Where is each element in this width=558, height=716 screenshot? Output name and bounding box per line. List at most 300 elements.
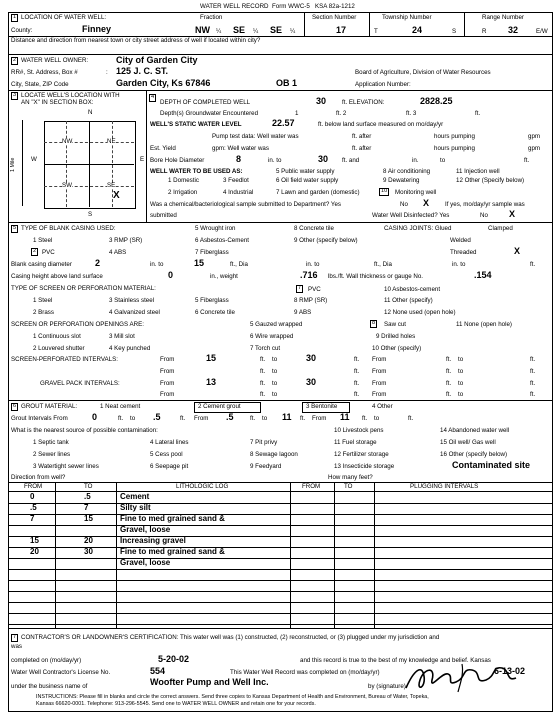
grout-other: 4 Other xyxy=(372,403,393,410)
pump-label: Pump test data: Well water was xyxy=(212,133,299,140)
certification-was: was xyxy=(11,643,23,650)
divider xyxy=(369,12,370,37)
perf-from-2: From xyxy=(372,356,387,363)
weight-value: .716 xyxy=(300,270,318,280)
bore-to: to xyxy=(440,157,446,164)
grout-2-to-value: 11 xyxy=(282,412,292,422)
section-label: Section Number xyxy=(312,14,357,21)
openings-label: SCREEN OR PERFORATION OPENINGS ARE: xyxy=(11,321,144,328)
section5-number: 5 xyxy=(13,225,17,231)
board-label: Board of Agriculture, Division of Water Resources xyxy=(355,69,491,76)
height-label: Casing height above land surface xyxy=(11,273,103,280)
form-number: Form WWC-5 xyxy=(271,3,310,10)
source-label: What is the nearest source of possible contamination: xyxy=(11,427,158,434)
grout-3-ft: ft. xyxy=(408,415,414,422)
range-r: R xyxy=(482,28,487,35)
gravel-to-1: to xyxy=(272,380,278,387)
gravel-from-value: 13 xyxy=(206,377,217,387)
instructions-line-2: Kansas 66620-0001. Telephone: 913-296-5545. Send one to WATER WELL OWNER and retain one for your records. xyxy=(36,701,316,707)
gauge-value: .154 xyxy=(474,270,492,280)
elevation-label: ft. ELEVATION: xyxy=(342,99,385,106)
well-location-mark: X xyxy=(113,190,120,201)
use-injection: 11 Injection well xyxy=(456,168,500,175)
use-lawn: 7 Lawn and garden (domestic) xyxy=(276,189,360,196)
yield-label: Est. Yield xyxy=(150,145,176,152)
perf-from-4: From xyxy=(372,368,387,375)
screen-asbestos: 10 Asbestos-cement xyxy=(384,286,441,293)
fraction-label: Fraction xyxy=(200,14,223,21)
gravel-from-1: From xyxy=(160,380,175,387)
grout-1-ft: ft. xyxy=(180,415,186,422)
completed-label: completed on (mo/day/yr) xyxy=(11,657,82,664)
county-value: Finney xyxy=(82,24,112,34)
address-value: 125 J. C. ST. xyxy=(116,66,169,76)
gravel-from-4: From xyxy=(372,391,387,398)
grout-neat: 1 Neat cement xyxy=(100,403,141,410)
source-other: 16 Other (specify below) xyxy=(440,451,508,458)
range-label: Range Number xyxy=(482,14,524,21)
grout-1-from: 0 xyxy=(92,412,98,422)
bore-ft: ft. xyxy=(524,157,530,164)
diameter-to-value: 15 xyxy=(194,258,205,268)
east-label: E xyxy=(140,156,145,163)
joints-welded: Welded xyxy=(450,237,471,244)
log-description: Gravel, loose xyxy=(120,525,171,534)
ksa-number: KSA 82a-1212 xyxy=(314,3,355,10)
bore-in: in. xyxy=(412,157,419,164)
pump-ft-after: ft. after xyxy=(352,133,372,140)
weight-lbs-label: lbs./ft. Wall thickness or gauge No. xyxy=(328,273,424,280)
log-to: .5 xyxy=(84,492,91,501)
grout-2-ft: ft. xyxy=(300,415,306,422)
township-t: T xyxy=(374,28,378,35)
grid-horizontal xyxy=(44,164,134,165)
grout-2-to: to xyxy=(262,415,268,422)
sw-label: SW xyxy=(62,182,72,189)
license-value: 554 xyxy=(150,666,166,676)
perf-to-1: to xyxy=(272,356,278,363)
perforated-label: SCREEN-PERFORATED INTERVALS: xyxy=(11,356,118,363)
gw-ft: ft. xyxy=(475,110,481,117)
gw-1: 1 xyxy=(295,110,299,117)
license-label: Water Well Contractor's License No. xyxy=(11,669,111,676)
pump-gpm: gpm xyxy=(528,133,541,140)
gravel-ft-1: ft. xyxy=(354,380,360,387)
fraction-2: SE xyxy=(233,25,246,35)
range-value: 32 xyxy=(508,25,519,35)
yield-ft-after: ft. after xyxy=(352,145,372,152)
record-completed-date: 6-13-02 xyxy=(494,666,526,676)
source-feedyard: 9 Feedyard xyxy=(250,463,282,470)
static-value: 22.57 xyxy=(272,118,295,128)
township-label: Township Number xyxy=(382,14,432,21)
township-value: 24 xyxy=(412,25,423,35)
source-privy: 7 Pit privy xyxy=(250,439,278,446)
use-label: WELL WATER TO BE USED AS: xyxy=(150,168,243,175)
perf-ft-4: ft. xyxy=(530,368,536,375)
how-many-label: How many feet? xyxy=(328,474,373,481)
openings-drilled: 9 Drilled holes xyxy=(376,333,416,340)
perf-to-4: to xyxy=(458,368,464,375)
screen-brass: 2 Brass xyxy=(33,309,54,316)
township-s: S xyxy=(452,28,457,35)
grout-2-from-label: From xyxy=(194,415,209,422)
log-to: 7 xyxy=(84,503,89,512)
openings-wire: 6 Wire wrapped xyxy=(250,333,294,340)
title-text: WATER WELL RECORD xyxy=(200,3,269,10)
source-livestock: 10 Livestock pens xyxy=(334,427,384,434)
use-monitoring-number: 10 xyxy=(381,188,388,194)
se-label: SE xyxy=(107,182,116,189)
south-label: S xyxy=(88,211,93,218)
locate-label-1: LOCATE WELL'S LOCATION WITH xyxy=(21,92,120,99)
screen-rmp: 8 RMP (SR) xyxy=(294,297,328,304)
perf-ft-to-3: ft. xyxy=(260,368,266,375)
use-air: 8 Air conditioning xyxy=(383,168,431,175)
west-label: W xyxy=(31,156,37,163)
gravel-ft-3: ft. xyxy=(354,391,360,398)
log-header-from: FROM xyxy=(24,483,43,490)
perf-to-3: to xyxy=(272,368,278,375)
casing-abs: 4 ABS xyxy=(109,249,127,256)
rule xyxy=(8,628,552,629)
gravel-ft-4: ft. xyxy=(530,391,536,398)
depth-label: DEPTH OF COMPLETED WELL xyxy=(160,99,251,106)
gravel-to-3: to xyxy=(272,391,278,398)
perf-from-3: From xyxy=(160,368,175,375)
source-abandoned: 14 Abandoned water well xyxy=(440,427,510,434)
log-header-to: TO xyxy=(84,483,93,490)
source-septic: 1 Septic tank xyxy=(33,439,69,446)
log-header-plugging: PLUGGING INTERVALS xyxy=(410,483,479,490)
grout-3-ft-to: ft. xyxy=(362,415,368,422)
mile-label: 1 Mile xyxy=(10,157,16,172)
perf-ft-3: ft. xyxy=(354,368,360,375)
log-description: Silty silt xyxy=(120,503,151,512)
elevation-value: 2828.25 xyxy=(420,96,453,106)
use-feedlot: 3 Feedlot xyxy=(223,177,249,184)
static-tail: ft. below land surface measured on mo/day/yr xyxy=(318,121,444,128)
certification-text: CONTRACTOR'S OR LANDOWNER'S CERTIFICATION: This water well was (1) constructed, (2) reconstructed, or (3) plugged under my jurisdiction and xyxy=(21,634,440,641)
screen-concrete: 6 Concrete tile xyxy=(195,309,235,316)
screen-steel: 1 Steel xyxy=(33,297,53,304)
source-sewer: 2 Sewer lines xyxy=(33,451,71,458)
pump-hours: hours pumping xyxy=(434,133,475,140)
screen-pvc: PVC xyxy=(308,286,321,293)
divider xyxy=(304,12,305,37)
owner-value: City of Garden City xyxy=(116,55,198,65)
grout-1-to: to xyxy=(130,415,136,422)
bore-label: Bore Hole Diameter xyxy=(150,157,205,164)
casing-other: 9 Other (specify below) xyxy=(294,237,358,244)
height-weight-label: in., weight xyxy=(210,273,238,280)
record-completed-label: This Water Well Record was completed on (mo/day/yr) xyxy=(230,669,380,676)
static-label: WELL'S STATIC WATER LEVEL xyxy=(150,121,242,128)
divider xyxy=(146,90,147,222)
log-description: Increasing gravel xyxy=(120,536,186,545)
yield-gpm: gpm: Well water was xyxy=(212,145,269,152)
fraction-1: NW xyxy=(195,25,210,35)
bore-ft-and: ft. and xyxy=(342,157,360,164)
bore-value: 8 xyxy=(236,154,242,164)
perf-ft-2: ft. xyxy=(530,356,536,363)
rule xyxy=(8,400,552,401)
log-row-rule xyxy=(8,624,552,625)
section1-number: 1 xyxy=(13,14,17,20)
casing-fiberglass: 7 Fiberglass xyxy=(195,249,229,256)
casing-asbestos: 6 Asbestos-Cement xyxy=(195,237,249,244)
depth-value: 30 xyxy=(316,96,327,106)
source-cesspool: 5 Cess pool xyxy=(150,451,183,458)
grout-bentonite: 3 Bentonite xyxy=(306,403,338,410)
signature-label: by (signature) xyxy=(368,683,406,690)
log-to: 20 xyxy=(84,536,93,545)
city-value: Garden City, Ks 67846 xyxy=(116,78,211,88)
mile-scale xyxy=(22,120,23,206)
perf-ft-to-2: ft. xyxy=(446,356,452,363)
bore-to-value: 30 xyxy=(318,154,329,164)
log-row-rule xyxy=(8,503,552,504)
city-label: City, State, ZIP Code xyxy=(11,81,69,88)
section-grid xyxy=(44,121,136,209)
diameter-ft: ft. xyxy=(530,261,536,268)
chem-tail: If yes, mo/day/yr sample was xyxy=(445,201,525,208)
log-description: Fine to med grained sand & xyxy=(120,547,225,556)
log-row-rule xyxy=(8,602,552,603)
rule xyxy=(8,90,552,91)
log-header-from-2: FROM xyxy=(302,483,321,490)
openings-gauzed: 5 Gauzed wrapped xyxy=(250,321,303,328)
gravel-ft-to-4: ft. xyxy=(446,391,452,398)
diameter-in-to-2: in. to xyxy=(306,261,320,268)
log-to: 30 xyxy=(84,547,93,556)
gravel-ft-to-1: ft. xyxy=(260,380,266,387)
screen-galvanized: 4 Galvanized steel xyxy=(109,309,160,316)
perf-ft-1: ft. xyxy=(354,356,360,363)
log-to: 15 xyxy=(84,514,93,523)
diameter-label: Blank casing diameter xyxy=(11,261,72,268)
screen-none: 12 None used (open hole) xyxy=(384,309,456,316)
nw-label: NW xyxy=(62,138,73,145)
use-industrial: 4 Industrial xyxy=(223,189,254,196)
chem-no-mark: X xyxy=(423,198,430,208)
owner-label: WATER WELL OWNER: xyxy=(21,57,89,64)
section4-number: 4 xyxy=(151,94,155,100)
section3-number: 3 xyxy=(13,92,17,98)
grout-3-to: to xyxy=(374,415,380,422)
disinfected-label: Water Well Disinfected? Yes xyxy=(372,212,450,219)
grid-sub xyxy=(44,186,134,187)
rule xyxy=(8,222,552,223)
screen-stainless: 3 Stainless steel xyxy=(109,297,155,304)
openings-louvered: 2 Louvered shutter xyxy=(33,345,85,352)
use-monitoring: Monitoring well xyxy=(395,189,437,196)
log-from: .5 xyxy=(30,503,37,512)
casing-wrought: 5 Wrought iron xyxy=(195,225,236,232)
fraction-3: SE xyxy=(270,25,283,35)
direction-label: Direction from well? xyxy=(11,474,66,481)
log-from: 7 xyxy=(30,514,35,523)
north-label: N xyxy=(88,109,93,116)
fraction-q1: ¼ xyxy=(216,28,222,35)
log-row-rule xyxy=(8,591,552,592)
gravel-to-4: to xyxy=(458,391,464,398)
diameter-value: 2 xyxy=(95,258,101,268)
fraction-q3: ¼ xyxy=(290,28,296,35)
diameter-in-to: in. to xyxy=(150,261,164,268)
log-description: Cement xyxy=(120,492,150,501)
grout-3-from-label: From xyxy=(312,415,327,422)
perf-from-value: 15 xyxy=(206,353,217,363)
yield-gpm2: gpm xyxy=(528,145,541,152)
application-label: Application Number: xyxy=(355,81,411,88)
log-row-rule xyxy=(8,580,552,581)
yield-hours: hours pumping xyxy=(434,145,475,152)
ne-label: NE xyxy=(107,138,116,145)
gravel-label: GRAVEL PACK INTERVALS: xyxy=(40,380,120,387)
bore-in-to: in. to xyxy=(268,157,282,164)
range-ew: E/W xyxy=(536,28,548,35)
grout-2-ft-to: ft. xyxy=(250,415,256,422)
log-description: Fine to med grained sand & xyxy=(120,514,225,523)
gravel-from-3: From xyxy=(160,391,175,398)
completed-date: 5-20-02 xyxy=(158,654,190,664)
use-public: 5 Public water supply xyxy=(276,168,335,175)
casing-pvc-number: 2 xyxy=(33,248,37,254)
gravel-to-value: 30 xyxy=(306,377,317,387)
source-fertilizer: 12 Fertilizer storage xyxy=(334,451,389,458)
openings-key: 4 Key punched xyxy=(109,345,151,352)
distance-label: Distance and direction from nearest town or city street address of well if located within city? xyxy=(11,37,261,44)
casing-pvc: PVC xyxy=(42,249,55,256)
log-from: 15 xyxy=(30,536,39,545)
instructions-line-1: INSTRUCTIONS: Please fill in blanks and circle the correct answers. Send three copies to Kansas Department of Health and Environment, Bureau of Water, Topeka, xyxy=(36,694,429,700)
gravel-ft-2: ft. xyxy=(530,380,536,387)
locate-label-2: AN "X" IN SECTION BOX: xyxy=(21,99,94,106)
grout-cement: 2 Cement grout xyxy=(198,403,241,410)
casing-rmp: 3 RMP (SR) xyxy=(109,237,143,244)
use-dewatering: 9 Dewatering xyxy=(383,177,420,184)
joints-label: CASING JOINTS: Glued xyxy=(384,225,452,232)
diameter-ft-dia-1: ft., Dia xyxy=(230,261,248,268)
log-header-to-2: TO xyxy=(344,483,353,490)
joints-clamped: Clamped xyxy=(488,225,513,232)
log-header-lithologic: LITHOLOGIC LOG xyxy=(176,483,229,490)
source-insecticide: 13 Insecticide storage xyxy=(334,463,395,470)
joints-threaded: Threaded xyxy=(450,249,477,256)
source-seepage: 6 Seepage pit xyxy=(150,463,189,470)
openings-sawcut-number: 8 xyxy=(372,320,376,326)
screen-abs: 9 ABS xyxy=(294,309,312,316)
chem-no-label: No xyxy=(400,201,408,208)
height-value: 0 xyxy=(168,270,174,280)
grout-label: GROUT MATERIAL: xyxy=(21,403,78,410)
log-description: Gravel, loose xyxy=(120,558,171,567)
openings-other: 10 Other (specify) xyxy=(372,345,422,352)
openings-sawcut: Saw cut xyxy=(384,321,407,328)
threaded-mark: X xyxy=(514,246,521,256)
openings-none: 11 None (open hole) xyxy=(456,321,512,328)
gravel-ft-to-2: ft. xyxy=(446,380,452,387)
screen-pvc-number: 7 xyxy=(298,285,302,291)
address-label: RR#, St. Address, Box # xyxy=(11,69,78,76)
gw-2: ft. 2 xyxy=(336,110,347,117)
grout-1-to-value: .5 xyxy=(153,412,161,422)
section7-number: 7 xyxy=(13,634,17,640)
section6-number: 6 xyxy=(13,403,17,409)
contaminated-site: Contaminated site xyxy=(452,460,531,470)
form-title xyxy=(200,4,355,10)
source-lagoon: 8 Sewage lagoon xyxy=(250,451,298,458)
source-fuel: 11 Fuel storage xyxy=(334,439,377,446)
diameter-ft-dia-2: ft., Dia xyxy=(374,261,392,268)
casing-steel: 1 Steel xyxy=(33,237,53,244)
source-lateral: 4 Lateral lines xyxy=(150,439,189,446)
ob-value: OB 1 xyxy=(276,78,298,88)
fraction-q2: ¼ xyxy=(253,28,259,35)
perf-ft-to-1: ft. xyxy=(260,356,266,363)
log-row-rule xyxy=(8,558,552,559)
groundwater-label: Depth(s) Groundwater Encountered xyxy=(160,110,259,117)
openings-torch: 7 Torch cut xyxy=(250,345,281,352)
divider xyxy=(464,12,465,37)
rule xyxy=(8,54,552,55)
gravel-to-2: to xyxy=(458,380,464,387)
screen-fiberglass: 5 Fiberglass xyxy=(195,297,229,304)
grout-3-from: 11 xyxy=(340,412,350,422)
gravel-from-2: From xyxy=(372,380,387,387)
openings-mill: 3 Mill slot xyxy=(109,333,135,340)
disinfected-no-label: No xyxy=(480,212,488,219)
section-value: 17 xyxy=(336,25,347,35)
use-domestic: 1 Domestic xyxy=(168,177,199,184)
grout-2-from: .5 xyxy=(226,412,234,422)
log-row-rule xyxy=(8,569,552,570)
use-oilfield: 6 Oil field water supply xyxy=(276,177,339,184)
perf-ft-to-4: ft. xyxy=(446,368,452,375)
casing-label: TYPE OF BLANK CASING USED: xyxy=(21,225,116,232)
log-row-rule xyxy=(8,613,552,614)
casing-concrete: 8 Concrete tile xyxy=(294,225,334,232)
log-from: 0 xyxy=(30,492,35,501)
gw-3: ft. 3 xyxy=(406,110,417,117)
perf-to-value: 30 xyxy=(306,353,317,363)
openings-continuous: 1 Continuous slot xyxy=(33,333,81,340)
use-irrigation: 2 Irrigation xyxy=(168,189,198,196)
diameter-in-to-3: in. to xyxy=(452,261,466,268)
screen-other: 11 Other (specify) xyxy=(384,297,433,304)
grout-intervals-label: Grout Intervals From xyxy=(11,415,68,422)
perf-to-2: to xyxy=(458,356,464,363)
grout-1-ft-to: ft. xyxy=(118,415,124,422)
source-watertight: 3 Watertight sewer lines xyxy=(33,463,99,470)
business-label: under the business name of xyxy=(11,683,88,690)
log-row-rule xyxy=(8,525,552,526)
chem-question: Was a chemical/bacteriological sample submitted to Department? Yes xyxy=(150,201,341,208)
grid-sub xyxy=(44,142,134,143)
use-other: 12 Other (Specify below) xyxy=(456,177,525,184)
submitted-label: submitted xyxy=(150,212,177,219)
section2-number: 2 xyxy=(13,57,17,63)
address-colon: : xyxy=(106,69,108,76)
signature-mark xyxy=(402,660,520,694)
business-name: Woofter Pump and Well Inc. xyxy=(150,677,269,687)
perf-from-1: From xyxy=(160,356,175,363)
gravel-ft-to-3: ft. xyxy=(260,391,266,398)
grid-sub xyxy=(66,121,67,207)
source-oilgas: 15 Oil well/ Gas well xyxy=(440,439,496,446)
location-label: LOCATION OF WATER WELL: xyxy=(21,14,107,21)
